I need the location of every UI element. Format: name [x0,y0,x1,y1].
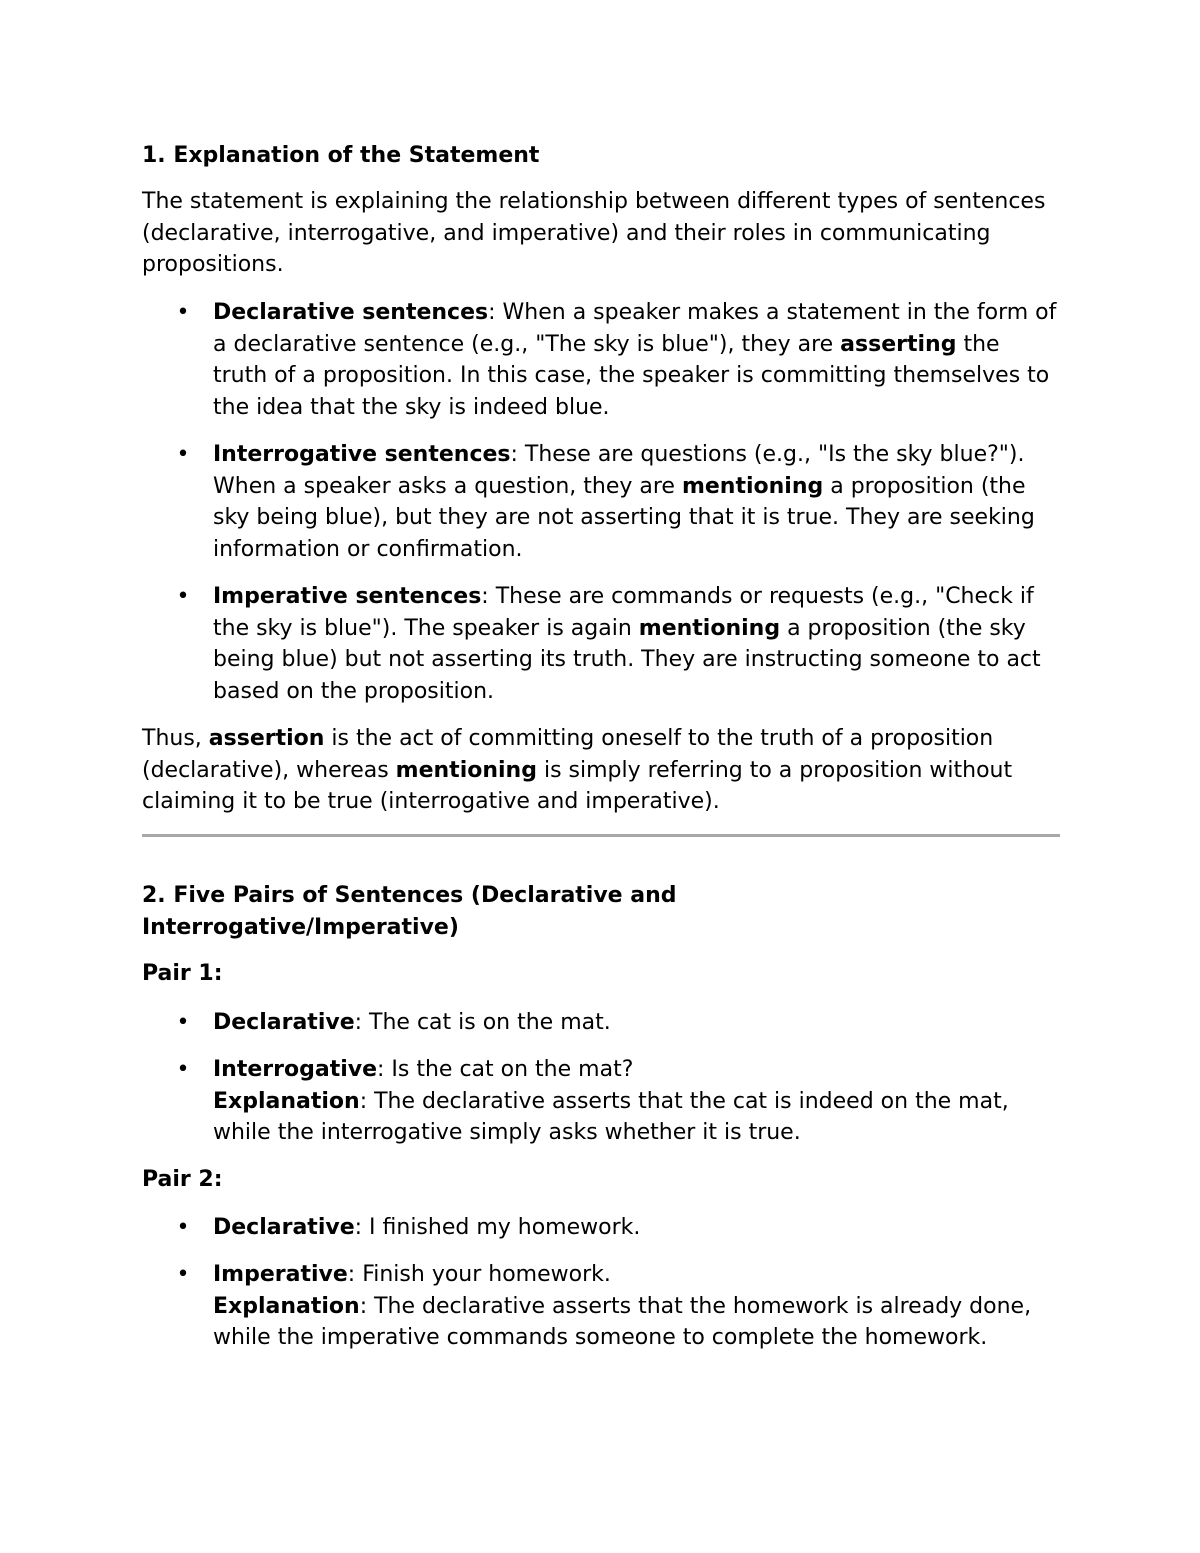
bullet-icon: • [176,1057,190,1082]
sentence-types-list-3 [142,581,1060,707]
pair-2-title: Pair 2: [142,1167,223,1192]
pair-1-title: Pair 1: [142,961,223,986]
bullet-icon: • [176,300,190,325]
list-item: • Declarative: I finished my homework. [142,1212,1060,1244]
term-imperative: Imperative sentences [213,584,482,609]
emphasis-mentioning: mentioning [638,615,781,641]
term-declarative: Declarative sentences [213,300,489,325]
bullet-icon: • [176,442,190,467]
list-item-imperative: • Imperative sentences: These are commands or requests (e.g., "Check if the sky is blue"). The speaker is again mentioning a proposition (the sky being blue) but not asserting its truth. They are instructing someone to act based on the proposition. [142,581,1060,707]
list-item: • Imperative: Finish your homework. Explanation: The declarative asserts that the homework is already done, while the imperative commands someone to complete the homework. [142,1259,1060,1354]
sentence-types-list-2 [142,439,1060,565]
pair-1-list [142,1007,1060,1039]
emphasis-assertion: assertion [208,726,325,751]
pair-2-list [142,1212,1060,1244]
bullet-icon: • [176,584,190,609]
list-item: • Declarative: The cat is on the mat. [142,1007,1060,1039]
term-interrogative: Interrogative sentences [213,442,511,467]
section-1-heading: 1. Explanation of the Statement [142,143,540,168]
section-2-heading: 2. Five Pairs of Sentences (Declarative and Interrogative/Imperative) [142,883,677,940]
pair-2-list-2 [142,1259,1060,1354]
section-1-conclusion: Thus, assertion is the act of committing oneself to the truth of a proposition (declarative), whereas mentioning is simply referring to a proposition without claiming it to be true (interrogative and imperative). [142,726,1013,814]
emphasis-asserting: asserting [840,331,957,357]
list-item-declarative: • Declarative sentences: When a speaker makes a statement in the form of a declarative sentence (e.g., "The sky is blue"), they are asserting the truth of a proposition. In this case, the speaker is committing themselves to the idea that the sky is indeed blue. [142,297,1060,423]
explanation-label: Explanation [213,1088,360,1114]
emphasis-mentioning: mentioning [395,757,537,783]
sentence-types-list [142,297,1060,423]
list-item: • Interrogative: Is the cat on the mat? Explanation: The declarative asserts that the cat is indeed on the mat, while the interrogative simply asks whether it is true. [142,1054,1060,1149]
horizontal-divider [142,834,1060,837]
bullet-icon: • [176,1262,190,1287]
emphasis-mentioning: mentioning [681,473,824,499]
section-1-intro: The statement is explaining the relationship between different types of sentences (declarative, interrogative, and imperative) and their roles in communicating propositions. [142,189,1046,277]
bullet-icon: • [176,1215,190,1240]
list-item-interrogative: • Interrogative sentences: These are questions (e.g., "Is the sky blue?"). When a speaker asks a question, they are mentioning a proposition (the sky being blue), but they are not asserting that it is true. They are seeking information or confirmation. [142,439,1060,565]
bullet-icon: • [176,1010,190,1035]
pair-1-list-2 [142,1054,1060,1149]
explanation-label: Explanation [213,1293,360,1319]
